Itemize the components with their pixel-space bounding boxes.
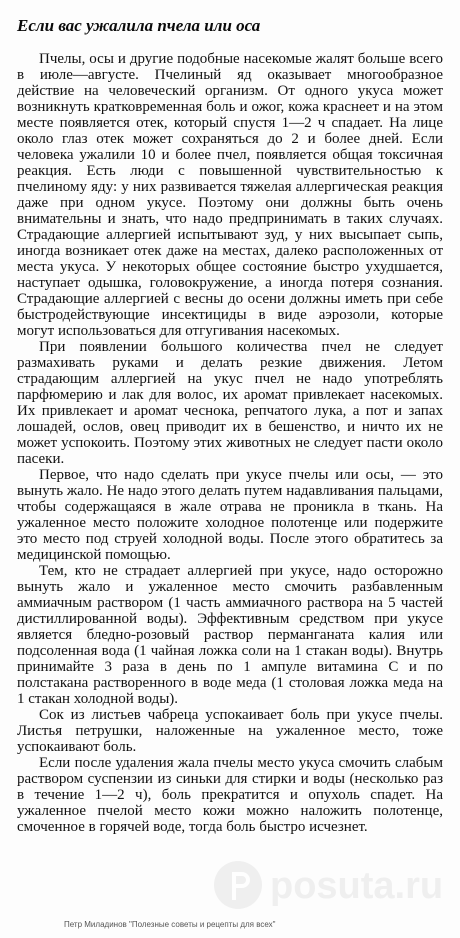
paragraph-treatment: Тем, кто не страдает аллергией при укусе, надо осторожно вынуть жало и ужаленное место смочить разбавленным аммиачным раствором (1 часть аммиачного раствора на 5 частей дистиллированной воды). Эффективным средством при укусе является бледно-розовый раствор перманганата калия или подсоленная вода (1 чайная ложка соли на 1 стакан воды). Внутрь принимайте 3 раза в день по 1 ампуле витамина С и по полстакана растворенного в воде меда (1 столовая ложка меда на 1 стакан холодной воды). <box>17 563 443 707</box>
paragraph-thyme: Сок из листьев чабреца успокаивает боль при укусе пчелы. Листья петрушки, наложенные на ужаленное место, тоже успокаивают боль. <box>17 707 443 755</box>
paragraph-intro: Пчелы, осы и другие подобные насекомые жалят больше всего в июле—августе. Пчелиный яд оказывает многообразное действие на человеческий организм. От одного укуса может возникнуть кратковременная боль и ожог, кожа краснеет и на этом месте появляется отек, который спустя 1—2 ч спадает. На лице около глаз отек может сохраняться до 2 и более дней. Если человека ужалили 10 и более пчел, появляется общая токсичная реакция. Есть люди с повышенной чувствительностью к пчелиному яду: у них развивается тяжелая аллергическая реакция даже при одном укусе. Поэтому они должны быть очень внимательны и знать, что надо предпринимать в таких случаях. Страдающие аллергией испытывают зуд, у них высыпает сыпь, иногда возникает отек даже на местах, далеко расположенных от места укуса. У некоторых общее состояние быстро ухудшается, наступает одышка, головокружение, а иногда потеря сознания. Страдающие аллергией с весны до осени должны иметь при себе быстродействующие инсектициды в виде аэрозоли, которые могут использоваться для отгугивания насекомых. <box>17 51 443 339</box>
paragraph-first-aid: Первое, что надо сделать при укусе пчелы или осы, — это вынуть жало. Не надо этого делать путем надавливания пальцами, чтобы содержащаяся в жале отрава не проникла в ткань. На ужаленное место положите холодное полотенце или подержите это место под струей холодной воды. После этого обратитесь за медицинской помощью. <box>17 467 443 563</box>
paragraph-prevention: При появлении большого количества пчел не следует размахивать руками и делать резкие движения. Летом страдающим аллергией на укус пчел не надо употреблять парфюмерию и лак для волос, их аромат привлекает насекомых. Их привлекает и аромат чеснока, репчатого лука, а пот и запах лошадей, ослов, овец приводит их в бешенство, и ничто их не может успокоить. Поэтому этих животных не следует пасти около пасеки. <box>17 339 443 467</box>
paragraph-bluing: Если после удаления жала пчелы место укуса смочить слабым раствором суспензии из синьки для стирки и воды (несколько раз в течение 1—2 ч), боль прекратится и опухоль спадет. На ужаленное пчелой место кожи можно наложить полотенце, смоченное в горячей воде, тогда боль быстро исчезнет. <box>17 755 443 835</box>
watermark-text: posuta.ru <box>270 865 444 907</box>
article-title: Если вас ужалила пчела или оса <box>17 16 261 35</box>
source-footer: Петр Миладинов "Полезные советы и рецепты для всех" <box>64 920 276 929</box>
article-body <box>17 51 443 909</box>
